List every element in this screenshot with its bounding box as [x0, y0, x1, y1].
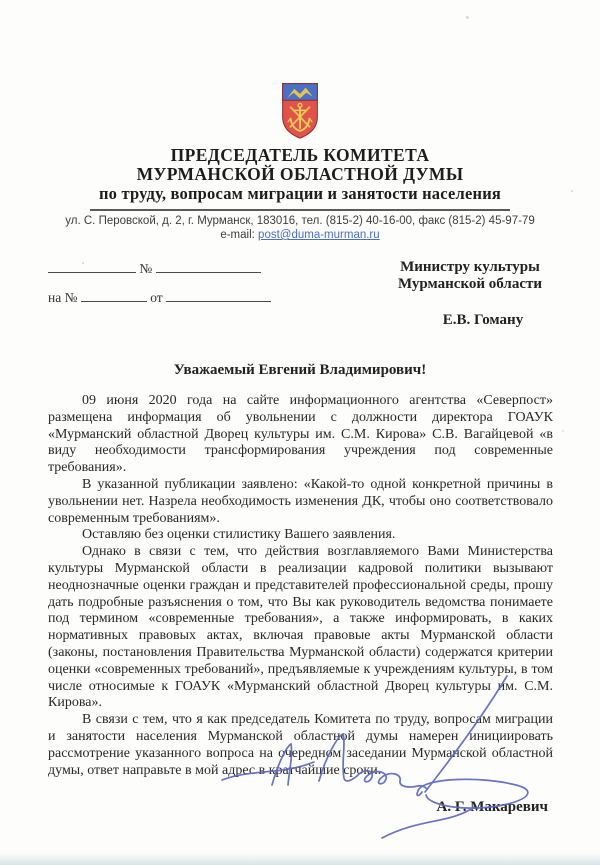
- letterhead-title-line3: по труду, вопросам миграции и занятости населения: [98, 184, 502, 203]
- reference-block: [48, 259, 271, 306]
- letterhead-contacts: [0, 214, 600, 242]
- body-paragraph: 09 июня 2020 года на сайте информационного агентства «Северпост» размещена информация об увольнении с должности директора ГОАУК «Мурманский областной Дворец культуры им. С.М. Кирова» С.В. Вагайцевой «в виду необходимости трансформирования учреждения под современные требования».: [48, 393, 553, 476]
- scan-speck: [571, 190, 573, 192]
- letterhead-divider: [90, 209, 510, 211]
- letterhead-title-line1: ПРЕДСЕДАТЕЛЬ КОМИТЕТА: [170, 145, 430, 165]
- addressee-position-line2: Мурманской области: [397, 276, 542, 292]
- letterhead-address-line: ул. С. Перовской, д. 2, г. Мурманск, 183016, тел. (815-2) 40-16-00, факс (815-2) 45-97-79: [65, 215, 535, 227]
- handwritten-signature-icon: [212, 666, 557, 851]
- addressee-position-line1: Министру культуры: [400, 259, 540, 275]
- email-label: e-mail:: [220, 229, 255, 241]
- email-link: post@duma-murman.ru: [258, 229, 380, 241]
- incoming-number-blank: [81, 288, 147, 302]
- incoming-from-label: от: [150, 290, 163, 305]
- signatory-name: А. Г. Макаревич: [436, 799, 548, 816]
- scan-speck: [466, 16, 469, 19]
- body-paragraph: Оставляю без оценки стилистику Вашего заявления.: [82, 527, 396, 543]
- letterhead-email-line: [0, 228, 600, 242]
- letterhead-title: [0, 146, 600, 203]
- salutation: Уважаемый Евгений Владимирович!: [173, 362, 427, 378]
- incoming-number-label: на №: [48, 290, 78, 305]
- outgoing-number-blank: [156, 259, 261, 273]
- reference-line-incoming: [48, 288, 271, 306]
- meta-row: [48, 259, 542, 329]
- scan-speck: [82, 262, 84, 264]
- body-paragraph: В связи с тем, что я как председатель Комитета по труду, вопросам миграции и занятости населения Мурманской областной думы намерен инициировать рассмотрение указанного вопроса на очередном заседании Мурманской областной думы, ответ направьте в мой адрес в кратчайшие сроки.: [48, 712, 553, 778]
- body-paragraph: В указанной публикации заявлено: «Какой-то одной конкретной причины в увольнении нет. Назрела необходимость изменения ДК, чтобы оно соответствовало современным требованиям».: [48, 476, 553, 526]
- coat-of-arms-icon: [281, 82, 319, 140]
- scan-bottom-shadow: [0, 853, 600, 865]
- body-paragraph: Однако в связи с тем, что действия возглавляемого Вами Министерства культуры Мурманской области в реализации кадровой политики вызывают неоднозначные оценки граждан и представителей профессиональной среды, прошу дать подробные разъяснения о том, что Вы как руководитель ведомства понимаете под термином «современные требования», а также информировать, в каких нормативных правовых актах, включая правовые акты Мурманской области (законы, постановления Правительства Мурманской области) содержатся критерии оценки «современных требований», предъявляемые к учреждениям культуры, в том числе относимые к ГОАУК «Мурманский областной Дворец культуры им. С.М. Кирова».: [48, 544, 553, 711]
- scan-speck: [562, 430, 564, 432]
- letterhead-title-line2: МУРМАНСКОЙ ОБЛАСТНОЙ ДУМЫ: [136, 164, 464, 184]
- outgoing-date-blank: [48, 259, 136, 273]
- addressee-block: [398, 259, 542, 329]
- number-sign-label: №: [139, 261, 153, 276]
- incoming-date-blank: [166, 288, 271, 302]
- addressee-name: Е.В. Гоману: [442, 312, 524, 328]
